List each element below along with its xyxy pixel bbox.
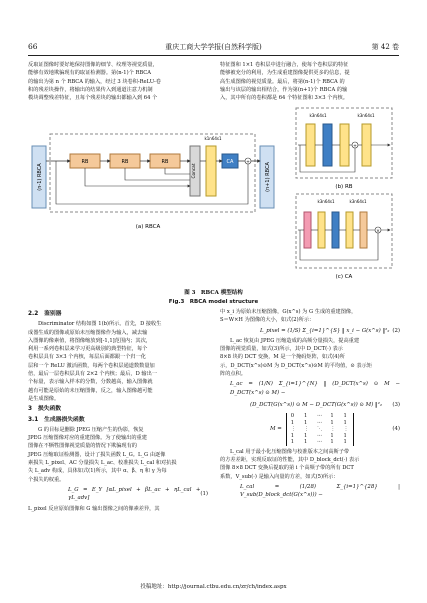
- equation-4: [220, 411, 400, 448]
- text-line: L_cal 用于最小化压缩图像与校准版本之间高斯子带: [230, 448, 350, 455]
- subcaption-a: (a) RBCA: [135, 224, 161, 230]
- text-line: 越有可能是原始的未压缩图像，反之，输入图像越可能: [28, 387, 153, 394]
- rb-conv-label: k3n64s1: [309, 113, 327, 118]
- conv1x1-block: [206, 146, 216, 196]
- text-line: 系数，V_sub(·) 是输入向量的方差，如式(5)所示：: [220, 473, 339, 480]
- svg-text:+: +: [353, 144, 357, 149]
- equation-body: L_cal = (1/28) Σ_{i=1}^{28} | V_sub(D_block_dct(G(x^s))) −: [240, 483, 400, 499]
- text-line: 个损失的权重。: [28, 476, 65, 483]
- rbca-frame: [50, 134, 255, 212]
- matrix-cell: 1: [303, 419, 308, 426]
- text-line: 失 L_adv 构成，具体如式(1)所示，其中 α、β、η 和 γ 为每: [28, 468, 167, 475]
- text-line: 是生成图像。: [28, 395, 60, 402]
- equation-body: L_ac = (1/N) Σ_{i=1}^{N} ‖ (D_DCT(x^s) ⊙ M − D_DCT(x^s) ⊙ M) −: [230, 381, 400, 396]
- submission-footer: 投稿地址：http://journal.ctbu.edu.cn/zr/ch/index.aspx: [140, 584, 287, 590]
- matrix-cell: 1: [343, 413, 347, 420]
- equation-body: (D_DCT(G(x^s)) ⊙ M − D_DCT(G(x^s)) ⊙ M) ‖²₂: [250, 401, 383, 408]
- matrix-cell: 0: [290, 413, 295, 420]
- text-line: JPEG 压缩图像对应的重建图像。为了使输出的重建: [28, 435, 147, 442]
- text-line: 入，其中所有的卷积都是 64 个特征图和 3×3 个内核。: [220, 95, 348, 102]
- text-line: 反取证图像时要好地保持图像的细节、纹理等视觉质量，: [28, 62, 158, 68]
- text-line: 素损失 L_pixel、AC 分量损失 L_ac、校准损失 L_cal 和对抗损: [28, 460, 177, 467]
- subcaption-c: (c) CA: [335, 274, 353, 280]
- text-line: 模块调整残差特征，且每个残差块的输出都输入到 64 个: [28, 95, 158, 102]
- left-column: [28, 308, 208, 513]
- matrix-cell: 1: [290, 439, 295, 446]
- right-column: [220, 308, 400, 502]
- text-line: 示，D_DCT(x^s)⊙M 为 D_DCT(x^s)⊙M 的平均值，⊙ 表示矩: [220, 362, 372, 369]
- matrix-cell: ···: [317, 419, 323, 426]
- running-header: [28, 40, 399, 54]
- subcaption-b: (b) RB: [335, 184, 353, 190]
- ca-diagram: [296, 194, 392, 280]
- section-heading: 2.2 鉴别器: [28, 311, 62, 317]
- matrix-cell: ⋱: [317, 426, 323, 433]
- ca-label: CA: [226, 159, 234, 165]
- text-line: 入图像的像素值，将图像缩放到[-1,1]范围内；其次，: [28, 337, 151, 344]
- text-line: 个标量，表示输入样本的分数，分数越高，输入图像就: [28, 379, 153, 386]
- journal-title: 重庆工商大学学报(自然科学版): [165, 43, 262, 51]
- text-line: 层和一个 ReLU 激活函数，每两个卷积层通道数数量加: [28, 362, 155, 369]
- text-line: Discriminator 结构如图 1(b)所示。首先，D 接收生: [38, 321, 162, 328]
- concat-label: Concat: [192, 163, 197, 179]
- equation-2: [220, 325, 400, 337]
- matrix-cell: 1: [330, 439, 334, 446]
- equation-number: (3): [392, 401, 400, 408]
- section-heading: 3 损失函数: [28, 406, 62, 413]
- figure-caption-en: Fig.3 RBCA model structure: [168, 299, 259, 305]
- equation-number: (2): [392, 327, 400, 334]
- text-line: 的输出为第 n 个 RBCA 的输入，经过 3 块卷积-ReLU-卷: [28, 78, 161, 85]
- text-line: S＝W×H 为图像的大小，如式(2)所示：: [220, 317, 315, 324]
- matrix-cell: 1: [303, 432, 308, 439]
- equation-3: [220, 378, 400, 399]
- mask-matrix: [286, 413, 354, 446]
- text-line: 倍，最后一层卷积层具有 2×2 个内核；最后，D 输出一: [28, 371, 157, 378]
- text-line: 图像的视觉质量，如式(3)所示，其中 D_DCT(·) 表示: [220, 346, 343, 353]
- matrix-cell: ⋮: [303, 426, 310, 433]
- equation-body: L_G = E_Y [αL_pixel + βL_ac + ηL_cal + γL_adv]: [68, 486, 201, 502]
- rbca-diagram: [32, 134, 274, 230]
- figure-caption-cn: 图 3 RBCA 模型结构: [184, 290, 243, 296]
- text-line: 8×8 块的 DCT 变换，M 是一个掩码矩阵，如式(4)所: [220, 354, 345, 361]
- matrix-cell: 1: [303, 439, 308, 446]
- page-number: 66: [28, 42, 38, 51]
- matrix-cell: ⋮: [290, 426, 296, 433]
- text-line: L_pixel 反应原始图像和 G 输出图像之间的像素差异，其: [28, 505, 160, 512]
- equation-number: (4): [392, 426, 400, 433]
- matrix-cell: 1: [330, 432, 334, 439]
- rbca-figure: [28, 106, 400, 284]
- equation-1: [28, 484, 208, 505]
- text-line: 输出与该层的输出相结合，作为第(n+1)个 RBCA 的输: [220, 86, 348, 93]
- subsection-heading: 3.1 生成器损失函数: [28, 416, 85, 423]
- matrix-cell: ···: [317, 439, 323, 446]
- text-line: 的方差差距，实现反取证的性能，其中 D_block_dct(·) 表示: [220, 457, 360, 464]
- rb-label: RB: [81, 159, 89, 165]
- text-line: 能够有效地欺骗现有的取证检测器。第(n-1)个 RBCA: [28, 70, 151, 77]
- text-line: 成器生成的图像或原始未压缩图像作为输入，减去输: [28, 329, 148, 336]
- top-right-paragraph: [220, 61, 400, 102]
- matrix-cell: 1: [330, 419, 334, 426]
- text-line: 高生成图像的视觉质量。最后，将第(n-1)个 RBCA 的: [220, 78, 345, 85]
- volume-label: 第 42 卷: [371, 43, 399, 51]
- rb-diagram: [296, 108, 392, 190]
- text-line: 利用一系列卷积层来学习更高级别的典型特征，每个: [28, 346, 148, 353]
- matrix-cell: ⋮: [343, 426, 349, 433]
- matrix-cell: 1: [343, 439, 347, 446]
- text-line: 能够被充分的利用，为生成重建图像提供更多的信息，提: [220, 70, 350, 77]
- equation-3-cont: [220, 399, 400, 411]
- ca-conv-label: k3n64s1: [349, 199, 367, 204]
- rb-conv-label: k3n64s1: [357, 113, 375, 118]
- header-rule: [28, 55, 399, 56]
- text-line: 特征图和 1×1 卷积层中进行融合，使每个卷积层的特征: [220, 62, 349, 68]
- top-left-paragraph: [28, 61, 208, 102]
- svg-text:+: +: [246, 160, 250, 165]
- equation-body: L_pixel = (1/S) Σ_{i=1}^{S} ‖ x_i − G(x^s) ‖²₂: [260, 327, 390, 334]
- matrix-cell: ···: [317, 413, 323, 420]
- equation-5: [220, 481, 400, 502]
- text-line: 中 x_i 为原始未压缩图像，G(x^s) 为 G 生成的重建图像，: [220, 309, 357, 315]
- rb-label: RB: [121, 159, 129, 165]
- matrix-cell: 1: [290, 419, 295, 426]
- matrix-cell: 1: [330, 413, 334, 420]
- matrix-cell: ···: [317, 432, 323, 439]
- matrix-lhs: M =: [270, 426, 282, 433]
- text-line: 图像 8×8 DCT 变换后提取的第 i 个高频子带的所有 DCT: [220, 465, 354, 472]
- rb-label: RB: [161, 159, 169, 165]
- matrix-cell: ⋮: [330, 426, 336, 433]
- ca-conv-label: k3n64s1: [317, 199, 335, 204]
- matrix-cell: 1: [343, 419, 347, 426]
- nplus1-label: (n+1) RBCA: [265, 162, 271, 192]
- text-line: 图像在不牺牲图像视觉质量的情况下欺骗现有的: [28, 443, 137, 450]
- matrix-cell: 1: [290, 432, 295, 439]
- matrix-cell: 1: [343, 432, 347, 439]
- conv1x1-label: k1n64s1: [204, 136, 222, 141]
- text-line: 积的残差块操作，将输出的结果传入到通道注意力机制: [28, 86, 153, 93]
- nminus1-label: (n-1) RBCA: [37, 163, 43, 191]
- text-line: 卷积层具有 3×3 个内核，每层后面都跟一个归一化: [28, 354, 146, 361]
- matrix-cell: 1: [303, 413, 308, 420]
- svg-text:×: ×: [376, 229, 380, 234]
- text-line: L_ac 恢复由 JPEG 压缩造成的高频分量损失，提高重建: [230, 337, 360, 344]
- equation-number: (1): [200, 491, 208, 498]
- text-line: JPEG 压缩取证检测器，设计了损失函数 L_G。L_G 由逐像: [28, 451, 166, 458]
- text-line: G 的目标是删除 JPEG 压缩产生的伪影，恢复: [38, 426, 144, 433]
- text-line: 阵的点积。: [220, 371, 246, 378]
